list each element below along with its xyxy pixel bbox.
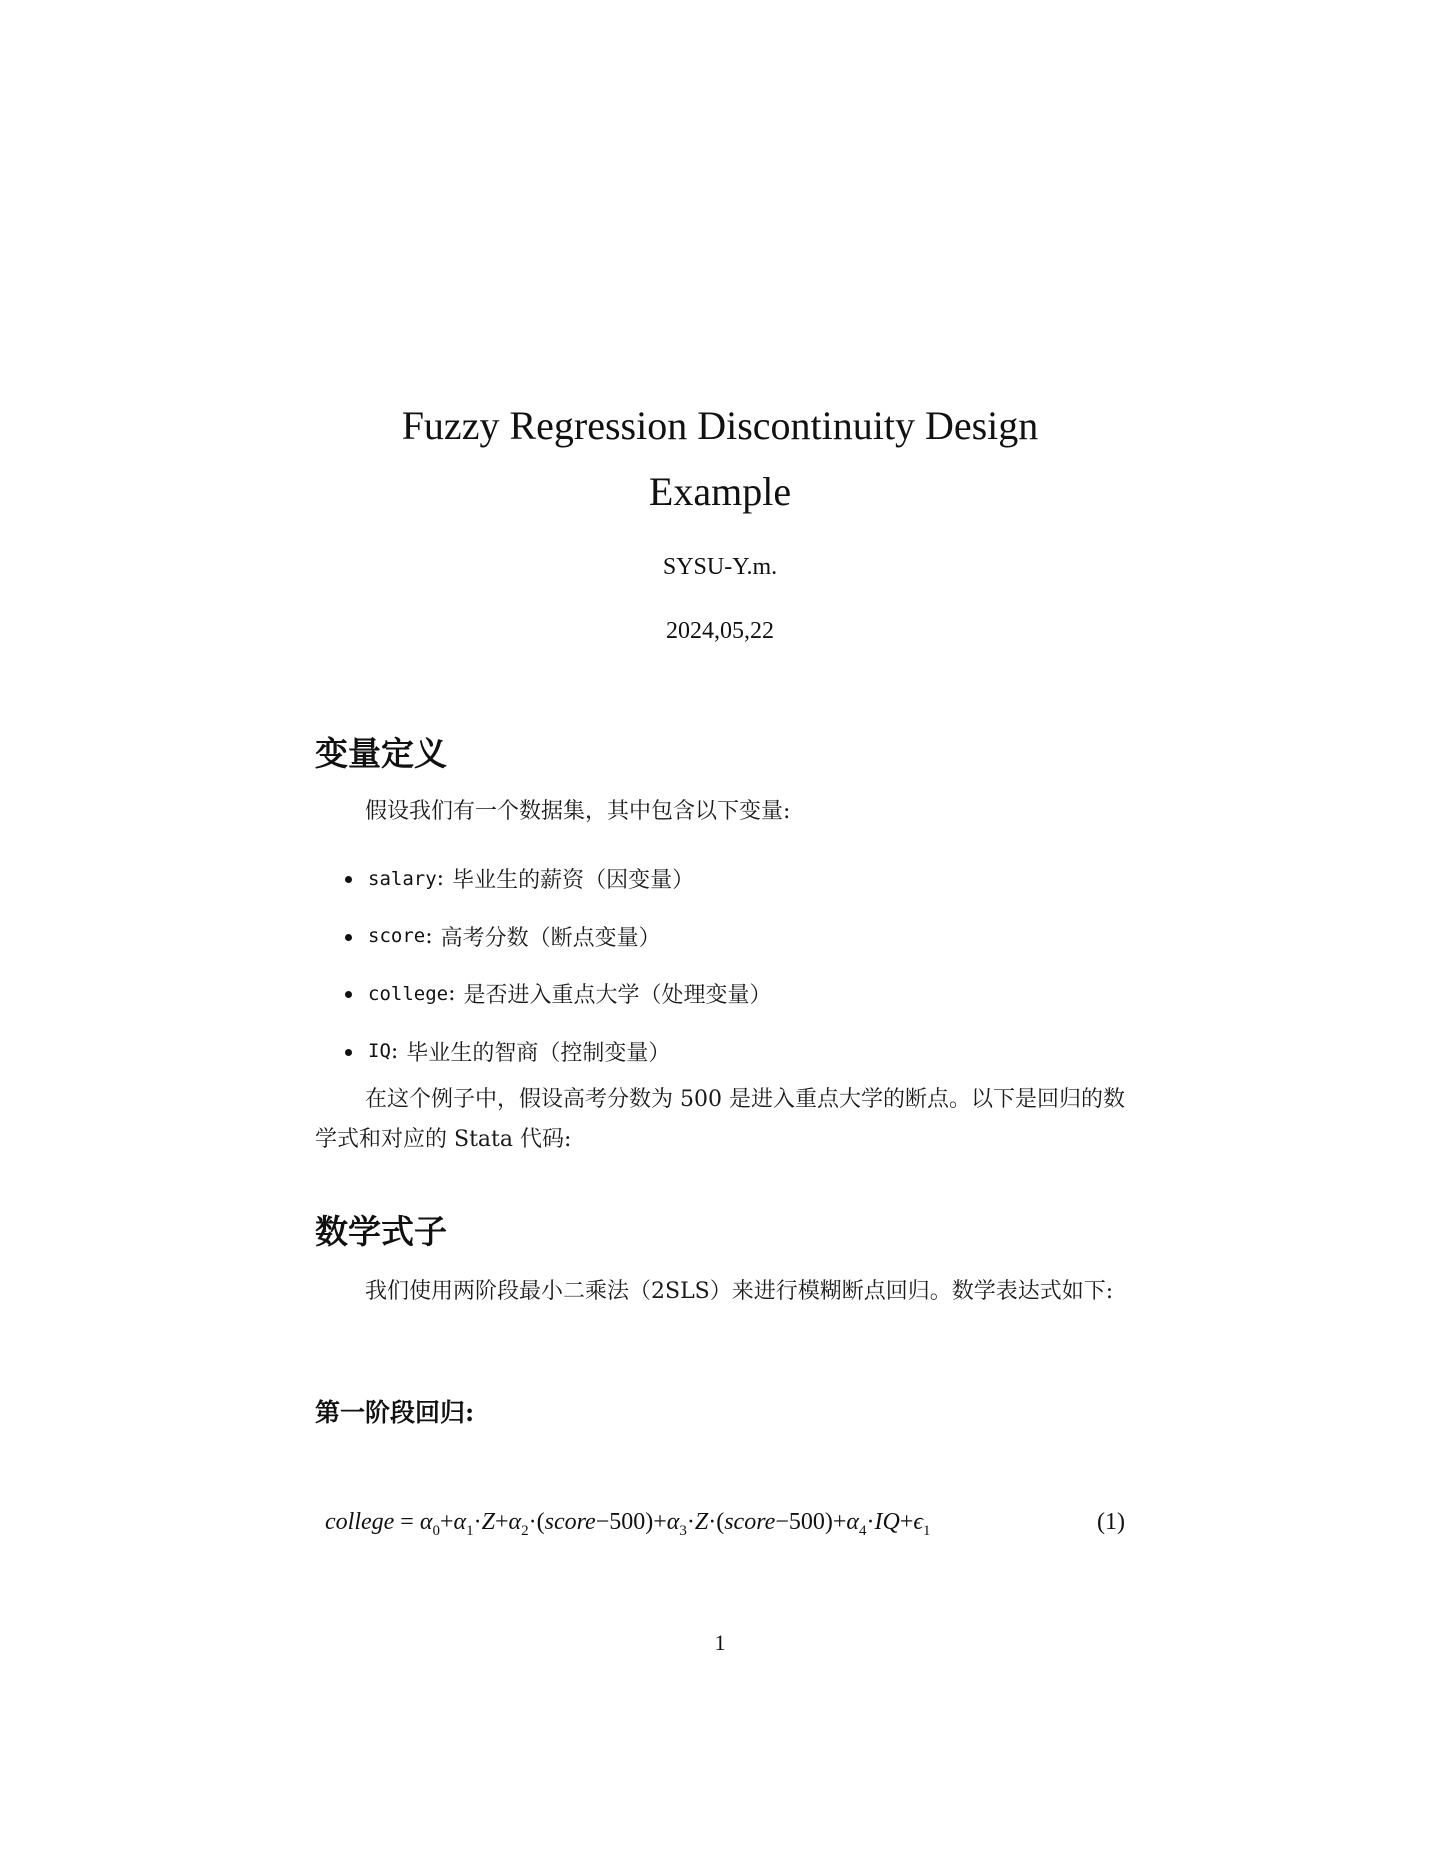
variable-description: 毕业生的智商（控制变量） [406, 1040, 671, 1066]
equation-body: college = $\alpha_0+\alpha_1\cdot Z+\alpha_2\cdot(score-500)+\alpha_3\cdot Z\cdot(score-500)+\alpha_4\cdot IQ+\epsilon_1$ [325, 1509, 931, 1539]
colon: : [436, 866, 445, 892]
colon: : [390, 1038, 399, 1064]
equation-number: (1) [1097, 1509, 1125, 1535]
document-author: SYSU-Y.m. [662, 554, 778, 580]
list-item-score [345, 908, 772, 966]
title-line-1: Fuzzy Regression Discontinuity Design [401, 403, 1039, 448]
document-date: 2024,05,22 [666, 618, 774, 644]
variable-name: salary [368, 867, 437, 890]
list-item-iq [345, 1023, 772, 1081]
bullet-icon [345, 934, 352, 941]
colon: : [425, 923, 433, 949]
bullet-icon [345, 876, 352, 883]
variable-name: score [368, 925, 426, 948]
subsection-heading-first-stage: 第一阶段回归: [315, 1398, 475, 1427]
variable-description: 是否进入重点大学（处理变量） [463, 983, 772, 1009]
colon: : [448, 981, 456, 1007]
variable-description: 高考分数（断点变量） [440, 925, 661, 951]
list-item-salary [345, 850, 772, 908]
bullet-icon [345, 991, 352, 998]
variable-description: 毕业生的薪资（因变量） [452, 868, 695, 894]
variable-name: college [368, 982, 449, 1005]
section-heading-variable-definition: 变量定义 [315, 734, 447, 773]
equation-first-stage [325, 1509, 1125, 1540]
variable-name: IQ [368, 1040, 391, 1063]
list-item-college [345, 965, 772, 1023]
cutoff-explanation-paragraph: 在这个例子中，假设高考分数为 500 是进入重点大学的断点。以下是回归的数学式和对应的 Stata 代码: [315, 1087, 1125, 1152]
bullet-icon [345, 1049, 352, 1056]
section-intro-paragraph: 假设我们有一个数据集，其中包含以下变量: [365, 799, 791, 824]
variable-list [345, 850, 772, 1080]
title-line-2: Example [648, 469, 792, 514]
page-number: 1 [714, 1630, 726, 1655]
section-heading-math-formula: 数学式子 [315, 1212, 447, 1251]
document-title [0, 393, 1440, 525]
2sls-intro-paragraph: 我们使用两阶段最小二乘法（2SLS）来进行模糊断点回归。数学表达式如下: [365, 1279, 1114, 1304]
